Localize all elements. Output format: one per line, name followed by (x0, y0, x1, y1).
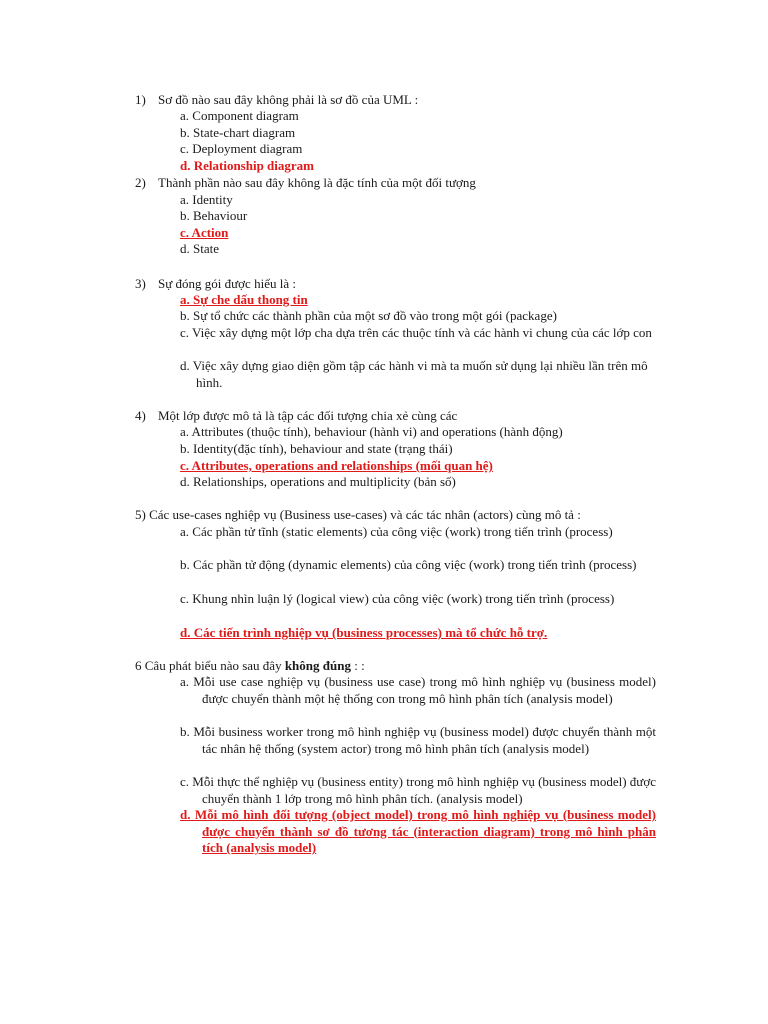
q3-option-d (180, 358, 658, 391)
q6-option-b-text: b. Mỗi business worker trong mô hình nghiệp vụ (business model) được chuyển thành một tác nhân hệ thống (system actor) trong mô hình phân tích (analysis model) (180, 724, 656, 756)
q3-option-d-text: d. Việc xây dựng giao diện gồm tập các hành vi mà ta muốn sử dụng lại nhiều lần trên mô hình. (180, 358, 648, 390)
q6-option-a (180, 674, 656, 707)
q2-option-c-answer: c. Action (180, 225, 229, 240)
q5-option-d-answer: d. Các tiến trình nghiệp vụ (business processes) mà tổ chức hỗ trợ. (180, 625, 548, 640)
q6-text-bold: không đúng (284, 658, 351, 673)
q6-text-suffix: : : (350, 658, 365, 673)
q5-option-a-text: a. Các phần tử tĩnh (static elements) của công việc (work) trong tiến trình (process) (180, 524, 613, 539)
q1-text: Sơ đồ nào sau đây không phải là sơ đồ của UML : (158, 92, 419, 107)
q4-number: 4) (135, 408, 146, 423)
q6-option-b (180, 724, 656, 757)
q4-option-b: b. Identity(đặc tính), behaviour and state (trạng thái) (180, 441, 453, 456)
q4-option-d: d. Relationships, operations and multiplicity (bản số) (180, 474, 456, 489)
q2-number: 2) (135, 175, 146, 190)
q5-text: 5) Các use-cases nghiệp vụ (Business use-cases) và các tác nhân (actors) cùng mô tả : (135, 507, 581, 522)
q2-option-a: a. Identity (180, 192, 233, 207)
q2-text: Thành phần nào sau đây không là đặc tính của một đối tượng (158, 175, 476, 190)
q1-option-d-answer: d. Relationship diagram (180, 158, 314, 173)
q3-option-a-answer: a. Sự che dấu thong tin (180, 292, 308, 307)
q3-option-c-text: c. Việc xây dựng một lớp cha dựa trên các thuộc tính và các hành vi chung của các lớp con (180, 325, 652, 340)
q2-option-d: d. State (180, 241, 219, 256)
q6-option-d-text: d. Mỗi mô hình đối tượng (object model) trong mô hình nghiệp vụ (business model) được chuyển thành sơ đồ tương tác (interaction diagram) trong mô hình phân tích (analysis model) (180, 807, 656, 856)
q1-option-a: a. Component diagram (180, 108, 299, 123)
q3-option-c (180, 325, 658, 342)
q1-option-b: b. State-chart diagram (180, 125, 296, 140)
q3-option-b: b. Sự tổ chức các thành phần của một sơ đồ vào trong một gói (package) (180, 308, 557, 323)
q3-number: 3) (135, 276, 146, 291)
q6-option-c (180, 774, 656, 807)
q5-option-b-text: b. Các phần tử động (dynamic elements) của công việc (work) trong tiến trình (process) (180, 557, 637, 572)
q4-option-a: a. Attributes (thuộc tính), behaviour (hành vi) and operations (hành động) (180, 424, 563, 439)
q3-text: Sự đóng gói được hiểu là : (158, 276, 296, 291)
q5-option-c (180, 591, 656, 608)
q1-option-c: c. Deployment diagram (180, 141, 303, 156)
q4-text: Một lớp được mô tả là tập các đối tượng chia xẻ cùng các (158, 408, 458, 423)
q6-option-d-answer (180, 807, 656, 857)
q5-option-b (180, 557, 656, 574)
q6-option-a-text: a. Mỗi use case nghiệp vụ (business use case) trong mô hình nghiệp vụ (business model) được chuyển thành một hệ thống con trong mô hình phân tích (analysis model) (180, 674, 656, 706)
q6-text (135, 658, 365, 674)
q6-option-c-text: c. Mỗi thực thể nghiệp vụ (business entity) trong mô hình nghiệp vụ (business model) được chuyển thành 1 lớp trong mô hình phân tích. (analysis model) (180, 774, 656, 806)
q6-text-prefix: 6 Câu phát biểu nào sau đây (135, 658, 285, 673)
q2-option-b: b. Behaviour (180, 208, 248, 223)
q4-option-c-answer: c. Attributes, operations and relationships (mối quan hệ) (180, 458, 493, 473)
q5-option-c-text: c. Khung nhìn luận lý (logical view) của công việc (work) trong tiến trình (process) (180, 591, 615, 606)
q1-number: 1) (135, 92, 146, 107)
q5-option-a (180, 524, 656, 541)
